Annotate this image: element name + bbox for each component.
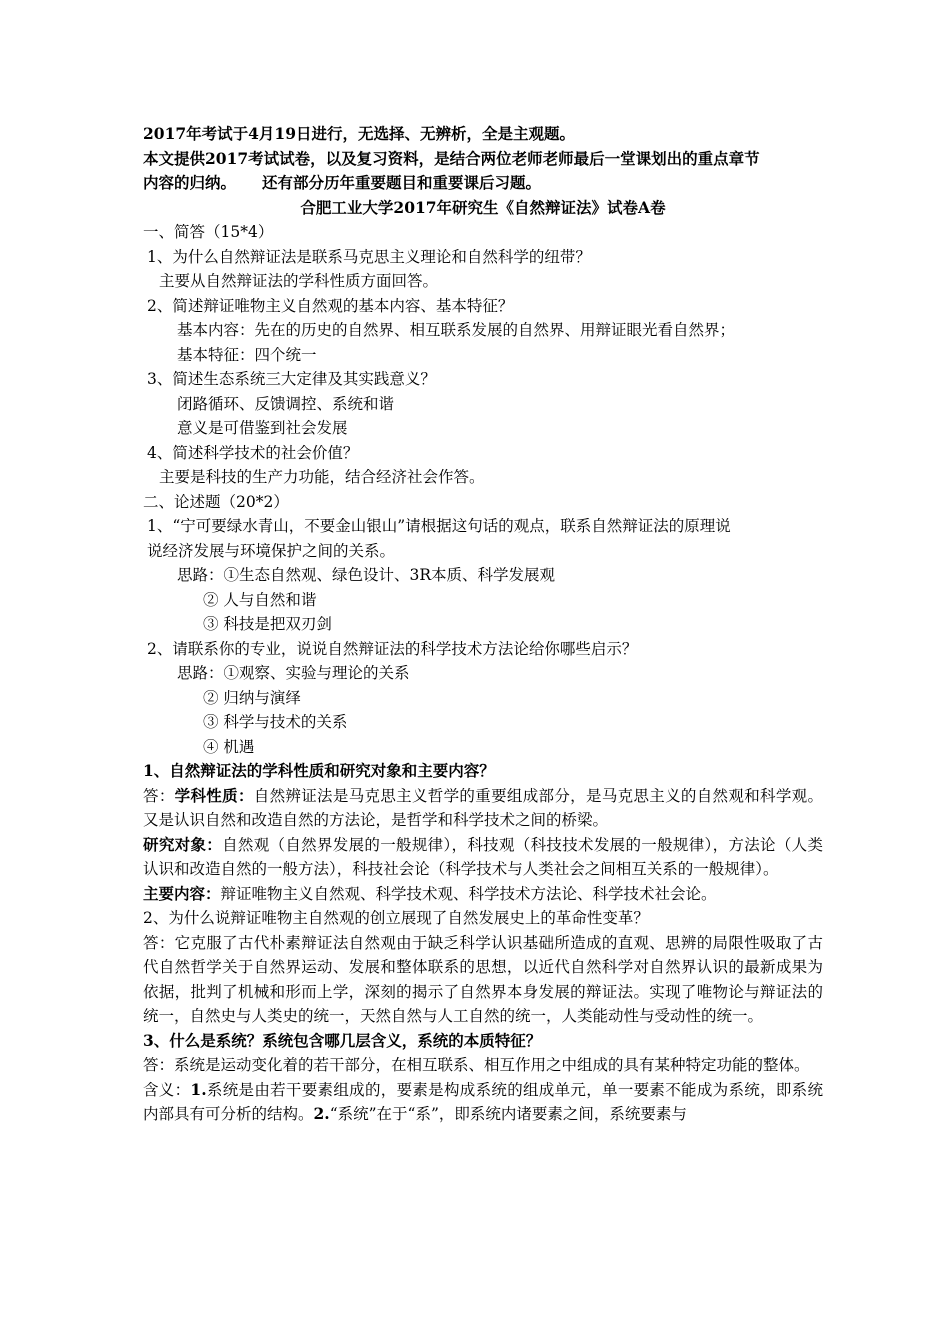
meaning-2-number: 2. xyxy=(313,1104,330,1123)
s1-answer-2b: 基本特征：四个统一 xyxy=(177,345,317,364)
s2-question-1-line-2: 说经济发展与环境保护之间的关系。 xyxy=(147,541,396,560)
review-1-heading: 1、自然辩证法的学科性质和研究对象和主要内容？ xyxy=(143,761,495,780)
s2-answer-2c: ③ 科学与技术的关系 xyxy=(203,713,348,731)
s1-question-3: 3、简述生态系统三大定律及其实践意义？ xyxy=(147,370,436,388)
intro-line-3b: 还有部分历年重要题目和重要课后习题。 xyxy=(262,173,542,192)
section-2-heading: 二、论述题（20*2） xyxy=(143,492,289,511)
review-2-heading: 2、为什么说辩证唯物主自然观的创立展现了自然发展史上的革命性变革？ xyxy=(143,909,649,927)
content-label: 主要内容： xyxy=(143,883,221,903)
section-1-heading: 一、简答（15*4） xyxy=(143,223,274,241)
intro-line-3a: 内容的归纳。 xyxy=(143,173,237,192)
exam-title: 合肥工业大学2017年研究生《自然辩证法》试卷A卷 xyxy=(300,197,666,217)
review-1-content xyxy=(143,882,823,907)
s2-question-2: 2、请联系你的专业，说说自然辩证法的科学技术方法论给你哪些启示？ xyxy=(147,639,638,658)
s1-question-2: 2、简述辩证唯物主义自然观的基本内容、基本特征？ xyxy=(147,296,514,315)
object-label: 研究对象： xyxy=(143,834,223,854)
object-text: 自然观（自然界发展的一般规律），科技观（科技技术发展的一般规律），方法论（人类认识和改造自然的一般方法），科技社会论（科学技术与人类社会之间相互关系的一般规律）。 xyxy=(143,835,823,878)
s1-answer-2a: 基本内容：先在的历史的自然界、相互联系发展的自然界、用辩证眼光看自然界； xyxy=(177,321,736,339)
review-2-answer: 答：它克服了古代朴素辩证法自然观由于缺乏科学认识基础所造成的直观、思辨的局限性吸取了古代自然哲学关于自然界运动、发展和整体联系的思想，以近代自然科学对自然界认识的最新成果为依据，批判了机械和形而上学，深刻的揭示了自然界本身发展的辩证法。实现了唯物论与辩证法的统一，自然史与人类史的统一，天然自然与人工自然的统一，人类能动性与受动性的统一。 xyxy=(143,933,823,1025)
s2-question-1-line-1: 1、“宁可要绿水青山，不要金山银山”请根据这句话的观点，联系自然辩证法的原理说 xyxy=(147,517,731,535)
intro-line-2: 本文提供2017考试试卷，以及复习资料，是结合两位老师老师最后一堂课划出的重点章节 xyxy=(143,148,760,168)
document-body xyxy=(143,122,823,1127)
nature-text: 自然辨证法是马克思主义哲学的重要组成部分，是马克思主义的自然观和科学观。又是认识自然和改造自然的方法论，是哲学和科学技术之间的桥梁。 xyxy=(143,786,823,829)
meaning-1-number: 1. xyxy=(190,1079,207,1099)
s1-question-1: 1、为什么自然辩证法是联系马克思主义理论和自然科学的纽带？ xyxy=(147,247,591,266)
s2-answer-1c: ③ 科技是把双刃剑 xyxy=(203,615,332,633)
intro-line-1: 2017年考试于4月19日进行，无选择、无辨析，全是主观题。 xyxy=(143,124,575,143)
review-3-heading: 3、什么是系统？系统包含哪几层含义，系统的本质特征？ xyxy=(143,1030,542,1050)
s2-answer-2b: ② 归纳与演绎 xyxy=(203,688,301,707)
review-1-nature xyxy=(143,784,823,833)
content-text: 辩证唯物主义自然观、科学技术观、科学技术方法论、科学技术社会论。 xyxy=(220,884,717,903)
intro-line-3 xyxy=(143,171,823,196)
s1-answer-3b: 意义是可借鉴到社会发展 xyxy=(177,419,348,437)
answer-prefix: 答： xyxy=(143,786,175,805)
meaning-prefix: 含义： xyxy=(143,1080,191,1099)
s2-answer-2a: 思路：①观察、实验与理论的关系 xyxy=(177,664,410,682)
s1-answer-4: 主要是科技的生产力功能，结合经济社会作答。 xyxy=(159,468,485,486)
s2-answer-1a: 思路：①生态自然观、绿色设计、3R本质、科学发展观 xyxy=(177,566,556,584)
s1-question-4: 4、简述科学技术的社会价值？ xyxy=(147,443,359,462)
review-1-object xyxy=(143,833,823,882)
s2-answer-1b: ② 人与自然和谐 xyxy=(203,590,317,609)
s2-answer-2d: ④ 机遇 xyxy=(203,737,255,756)
meaning-1-text: 系统是由若干要素组成的，要素是构成系统的组成单元，单一要素不能成为系统，即系统内部具有可分析的结构。 xyxy=(143,1080,823,1123)
s1-answer-1: 主要从自然辩证法的学科性质方面回答。 xyxy=(159,272,439,290)
review-3-answer: 答：系统是运动变化着的若干部分，在相互联系、相互作用之中组成的具有某种特定功能的整体。 xyxy=(143,1056,810,1074)
nature-label: 学科性质： xyxy=(174,785,254,805)
s1-answer-3a: 闭路循环、反馈调控、系统和谐 xyxy=(177,394,395,413)
meaning-2-text: “系统”在于“系”，即系统内诸要素之间，系统要素与 xyxy=(329,1105,687,1123)
review-3-meaning xyxy=(143,1078,823,1127)
